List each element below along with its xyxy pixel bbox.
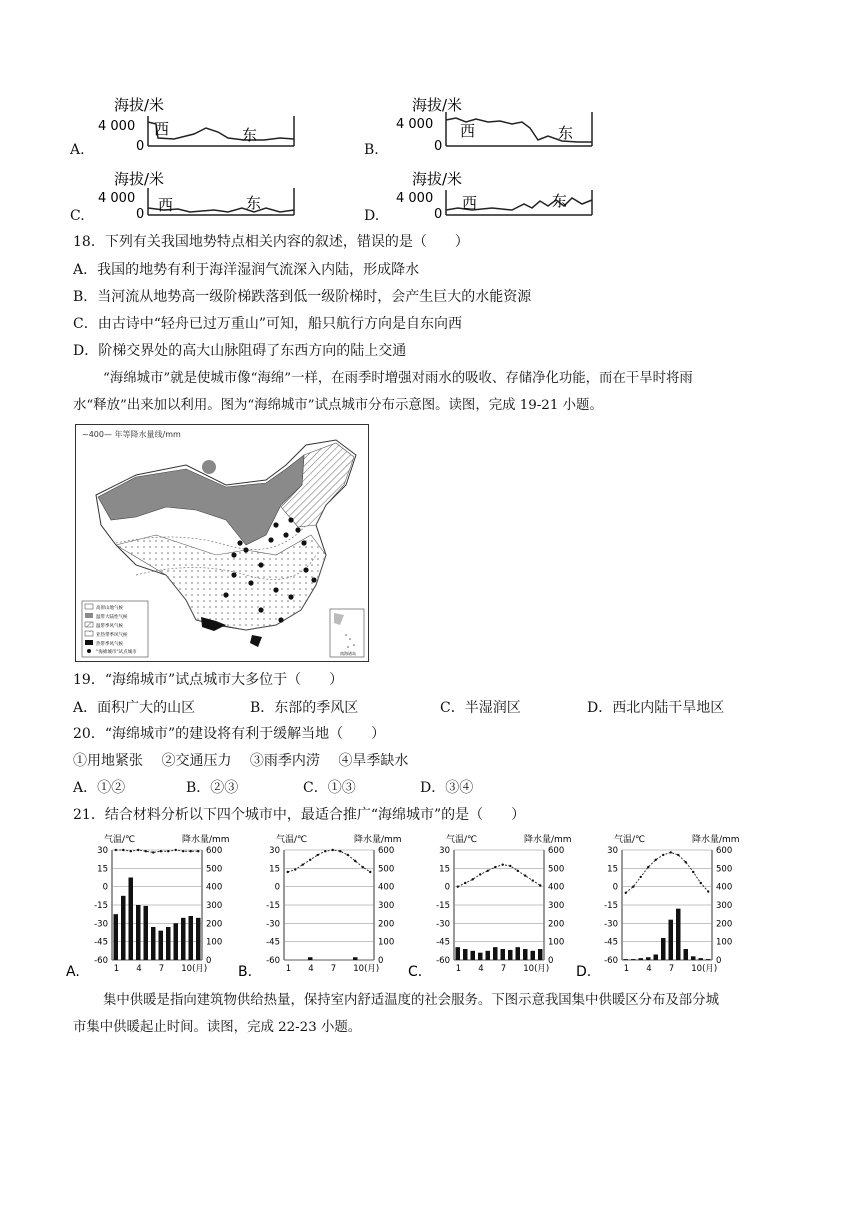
temp-tick-label: -45: [94, 937, 108, 948]
temp-tick-label: 30: [439, 846, 450, 856]
precip-tick-label: 300: [716, 901, 733, 911]
temp-tick-label: -60: [436, 956, 450, 966]
month-tick-label: 1: [113, 964, 120, 974]
month-tick-label: 1: [623, 964, 630, 974]
precip-bar: [516, 947, 521, 960]
y-tick-0: 0: [434, 207, 443, 222]
q20-option-c: C．①③: [303, 780, 356, 796]
precip-tick-label: 200: [206, 919, 223, 930]
precip-tick-label: 600: [716, 846, 733, 856]
precip-bar: [501, 949, 506, 960]
temp-tick-label: 0: [274, 882, 280, 893]
month-tick-label: 1: [285, 964, 292, 974]
precip-tick-label: 200: [378, 919, 395, 930]
isohyet-legend: ~400— 年等降水量线/mm: [82, 430, 181, 439]
temp-tick-label: -30: [266, 919, 280, 930]
chart-option-letter: C.: [408, 964, 423, 980]
month-tick-label: 7: [500, 964, 507, 974]
temperature-point: [625, 892, 627, 894]
passage-heating-line2: 市集中供暖起止时间。读图，完成 22-23 小题。: [73, 1020, 362, 1035]
temperature-line: [116, 850, 199, 852]
temperature-point: [362, 866, 364, 868]
q18-stem: 18．下列有关我国地势特点相关内容的叙述，错误的是（ ）: [73, 234, 469, 250]
temperature-point: [524, 874, 526, 876]
legend-item: 亚热带季风气候: [96, 633, 128, 638]
temperature-point: [677, 854, 679, 856]
precip-tick-label: 400: [378, 882, 395, 893]
precip-tick-label: 400: [206, 882, 223, 893]
precip-bar: [121, 896, 126, 960]
month-tick-label: 7: [668, 964, 675, 974]
precip-bar: [654, 955, 659, 961]
precip-bar: [456, 947, 461, 960]
temp-tick-label: 15: [97, 864, 108, 875]
precip-axis-title: 降水量/mm: [182, 835, 230, 845]
q19-option-b: B．东部的季风区: [250, 700, 359, 716]
q19-stem: 19．“海绵城市”试点城市大多位于（ ）: [73, 672, 344, 688]
legend-item: 高原山地气候: [96, 606, 123, 611]
q20-option-b: B．②③: [186, 780, 239, 796]
precip-bar: [129, 878, 134, 961]
east-label: 东: [246, 194, 262, 212]
east-label: 东: [242, 126, 258, 144]
month-tick-label: 10(月): [691, 964, 718, 974]
temperature-line: [458, 865, 541, 887]
terrain-profile-a: [94, 94, 314, 154]
precip-tick-label: 200: [548, 919, 565, 930]
precip-bar: [624, 959, 629, 960]
q18-option-d: D．阶梯交界处的高大山脉阻碍了东西方向的陆上交通: [73, 343, 407, 359]
terrain-profile-d: [392, 168, 612, 224]
precip-bar: [136, 905, 141, 960]
precip-bar: [699, 958, 704, 960]
precip-bar: [196, 918, 201, 960]
temperature-point: [122, 849, 124, 851]
precip-bar: [639, 958, 644, 960]
precip-bar: [508, 950, 513, 960]
temperature-point: [190, 850, 192, 852]
temperature-point: [707, 890, 709, 892]
precip-bar: [706, 959, 711, 960]
temperature-point: [197, 850, 199, 852]
temperature-point: [509, 865, 511, 867]
month-tick-label: 1: [455, 964, 462, 974]
q18-option-c: C．由古诗中“轻舟已过万重山”可知，船只航行方向是自东向西: [73, 316, 463, 332]
passage-heating-line1: 集中供暖是指向建筑物供给热量，保持室内舒适温度的社会服务。下图示意我国集中供暖区分布及部分城: [103, 993, 719, 1008]
option-letter: A.: [70, 142, 85, 158]
y-tick-4000: 4 000: [98, 119, 136, 134]
precip-tick-label: 0: [548, 956, 554, 966]
precip-bar: [166, 927, 171, 960]
temperature-point: [130, 850, 132, 852]
temperature-point: [332, 849, 334, 851]
temperature-point: [517, 870, 519, 872]
sponge-city-map: [75, 424, 369, 662]
west-label: 西: [462, 194, 478, 212]
temp-tick-label: -45: [604, 937, 618, 948]
temperature-point: [472, 878, 474, 880]
temperature-point: [354, 860, 356, 862]
temperature-point: [502, 863, 504, 865]
temperature-point: [309, 859, 311, 861]
q19-option-a: A．面积广大的山区: [73, 700, 196, 716]
temperature-point: [692, 871, 694, 873]
precip-tick-label: 300: [548, 901, 565, 911]
option-letter: B.: [364, 142, 379, 158]
precip-bar: [691, 956, 696, 960]
terrain-profile-c: [94, 168, 314, 224]
precip-bar: [174, 923, 179, 960]
precip-tick-label: 100: [378, 937, 395, 948]
precip-bar: [353, 957, 358, 960]
temp-tick-label: 30: [269, 846, 280, 856]
temp-tick-label: -15: [266, 901, 280, 911]
precip-tick-label: 300: [206, 901, 223, 911]
temperature-point: [152, 851, 154, 853]
temperature-point: [532, 879, 534, 881]
temperature-point: [670, 851, 672, 853]
month-tick-label: 10(月): [353, 964, 380, 974]
temp-tick-label: 15: [439, 864, 450, 875]
temp-tick-label: 15: [269, 864, 280, 875]
precip-axis-title: 降水量/mm: [692, 835, 740, 845]
precip-axis-title: 降水量/mm: [354, 835, 402, 845]
passage-sponge-city-line1: “海绵城市”就是使城市像“海绵”一样，在雨季时增强对雨水的吸收、存储净化功能，而在干旱时将雨: [103, 371, 693, 386]
legend-item: 温带大陆性气候: [96, 615, 128, 620]
precip-bar: [631, 959, 636, 960]
temp-axis-title: 气温/℃: [104, 835, 136, 845]
temperature-point: [487, 870, 489, 872]
chart-option-letter: D.: [576, 964, 592, 980]
month-tick-label: 4: [478, 964, 484, 974]
hainan-island: [250, 635, 262, 647]
precip-bar: [646, 957, 651, 960]
y-axis-title: 海拔/米: [114, 96, 165, 114]
precip-bar: [159, 931, 164, 960]
month-tick-label: 4: [646, 964, 652, 974]
temperature-point: [539, 884, 541, 886]
temp-tick-label: -15: [604, 901, 618, 911]
temperature-line: [288, 850, 371, 872]
precip-bar: [151, 927, 156, 960]
option-letter: C.: [70, 208, 85, 224]
precip-bar: [523, 949, 528, 960]
precip-axis-title: 降水量/mm: [524, 835, 572, 845]
inset-label: 南海诸岛: [340, 651, 356, 656]
chart-option-letter: B.: [238, 964, 253, 980]
temperature-point: [647, 866, 649, 868]
q18-option-a: A．我国的地势有利于海洋湿润气流深入内陆，形成降水: [73, 262, 420, 278]
precip-tick-label: 600: [206, 846, 223, 856]
precip-bar: [471, 951, 476, 960]
precip-tick-label: 600: [548, 846, 565, 856]
chart-option-letter: A.: [66, 964, 80, 980]
precip-bar: [493, 947, 498, 960]
temperature-point: [655, 859, 657, 861]
precip-bar: [181, 918, 186, 960]
q20-items: ①用地紧张 ②交通压力 ③雨季内涝 ④旱季缺水: [73, 753, 409, 769]
month-tick-label: 4: [136, 964, 142, 974]
precip-bar: [114, 914, 119, 960]
q19-option-c: C．半湿润区: [440, 700, 521, 716]
precip-bar: [189, 916, 194, 960]
y-tick-4000: 4 000: [98, 191, 136, 206]
q20-stem: 20．“海绵城市”的建设将有利于缓解当地（ ）: [73, 726, 386, 742]
legend-item: 温带季风气候: [96, 624, 123, 629]
temp-tick-label: -30: [436, 919, 450, 930]
y-tick-0: 0: [434, 139, 443, 154]
temperature-point: [302, 863, 304, 865]
china-climate-map: [76, 425, 368, 661]
y-axis-title: 海拔/米: [412, 170, 463, 188]
east-label: 东: [558, 124, 574, 142]
precip-tick-label: 500: [548, 864, 565, 875]
legend-item: “海绵城市”试点城市: [96, 650, 137, 655]
temperature-point: [145, 850, 147, 852]
temperature-point: [464, 882, 466, 884]
temp-tick-label: -15: [436, 901, 450, 911]
precip-bar: [478, 953, 483, 960]
precip-bar: [538, 949, 543, 960]
west-label: 西: [460, 122, 476, 140]
y-tick-4000: 4 000: [396, 117, 434, 132]
precip-tick-label: 300: [378, 901, 395, 911]
temp-axis-title: 气温/℃: [276, 835, 308, 845]
west-label: 西: [154, 120, 170, 138]
temperature-point: [494, 866, 496, 868]
temperature-point: [457, 885, 459, 887]
y-axis-title: 海拔/米: [114, 170, 165, 188]
temperature-point: [287, 871, 289, 873]
precip-tick-label: 500: [378, 864, 395, 875]
precip-tick-label: 0: [716, 956, 722, 966]
precip-tick-label: 500: [716, 864, 733, 875]
temperature-point: [160, 850, 162, 852]
passage-sponge-city-line2: 水“释放”出来加以利用。图为“海绵城市”试点城市分布示意图。读图，完成 19-21 小题。: [73, 398, 603, 413]
precip-bar: [463, 949, 468, 960]
temperature-point: [137, 849, 139, 851]
q18-option-b: B．当河流从地势高一级阶梯跌落到低一级阶梯时，会产生巨大的水能资源: [73, 289, 532, 305]
temperature-point: [700, 882, 702, 884]
temp-tick-label: 0: [102, 882, 108, 893]
west-label: 西: [158, 196, 174, 214]
profile-option-b: [364, 94, 614, 164]
mongolia-marker: [202, 460, 216, 474]
temperature-point: [294, 868, 296, 870]
temp-tick-label: -60: [604, 956, 618, 966]
temperature-point: [369, 871, 371, 873]
temperature-point: [640, 876, 642, 878]
temperature-point: [182, 850, 184, 852]
temperature-point: [347, 854, 349, 856]
precip-tick-label: 500: [206, 864, 223, 875]
temperature-point: [175, 849, 177, 851]
temp-tick-label: 30: [607, 846, 618, 856]
precip-tick-label: 400: [716, 882, 733, 893]
month-tick-label: 10(月): [523, 964, 550, 974]
precip-tick-label: 0: [206, 956, 212, 966]
temperature-point: [317, 854, 319, 856]
month-tick-label: 4: [308, 964, 314, 974]
q19-option-d: D．西北内陆干旱地区: [587, 700, 725, 716]
profile-option-a: [64, 94, 314, 164]
temperature-point: [115, 849, 117, 851]
month-tick-label: 10(月): [181, 964, 208, 974]
precip-bar: [308, 957, 313, 960]
temp-tick-label: 0: [612, 882, 618, 893]
temperature-point: [662, 854, 664, 856]
precip-tick-label: 600: [378, 846, 395, 856]
temp-tick-label: 0: [444, 882, 450, 893]
temperature-point: [167, 850, 169, 852]
terrain-profile-b: [392, 94, 612, 154]
temp-tick-label: -45: [266, 937, 280, 948]
profile-option-c: [64, 168, 314, 228]
precip-bar: [669, 920, 674, 960]
precip-bar: [531, 951, 536, 960]
temp-tick-label: -60: [94, 956, 108, 966]
temp-tick-label: 15: [607, 864, 618, 875]
temp-tick-label: -15: [94, 901, 108, 911]
temp-tick-label: -45: [436, 937, 450, 948]
precip-tick-label: 100: [716, 937, 733, 948]
y-axis-title: 海拔/米: [412, 96, 463, 114]
y-tick-0: 0: [136, 207, 145, 222]
legend-item: 热带季风气候: [96, 642, 123, 647]
precip-bar: [661, 938, 666, 960]
temp-tick-label: -30: [604, 919, 618, 930]
temperature-point: [479, 873, 481, 875]
temp-axis-title: 气温/℃: [446, 835, 478, 845]
precip-tick-label: 200: [716, 919, 733, 930]
y-tick-0: 0: [136, 139, 145, 154]
month-tick-label: 7: [158, 964, 165, 974]
temperature-point: [339, 850, 341, 852]
precip-bar: [144, 906, 149, 960]
temp-axis-title: 气温/℃: [614, 835, 646, 845]
temp-tick-label: -30: [94, 919, 108, 930]
q20-option-a: A．①②: [73, 780, 126, 796]
precip-tick-label: 400: [548, 882, 565, 893]
precip-bar: [486, 951, 491, 960]
east-label: 东: [552, 192, 568, 210]
climate-charts: [62, 830, 762, 982]
precip-tick-label: 100: [206, 937, 223, 948]
temperature-point: [632, 885, 634, 887]
q21-stem: 21．结合材料分析以下四个城市中，最适合推广“海绵城市”的是（ ）: [73, 807, 526, 823]
profile-option-d: [364, 168, 614, 228]
option-letter: D.: [364, 208, 380, 224]
q20-option-d: D．③④: [420, 780, 474, 796]
month-tick-label: 7: [330, 964, 337, 974]
temperature-point: [685, 861, 687, 863]
y-tick-4000: 4 000: [396, 191, 434, 206]
temp-tick-label: 30: [97, 846, 108, 856]
temperature-point: [324, 850, 326, 852]
climate-charts-svg: [62, 830, 762, 982]
precip-tick-label: 0: [378, 956, 384, 966]
precip-bar: [676, 909, 681, 960]
precip-tick-label: 100: [548, 937, 565, 948]
temp-tick-label: -60: [266, 956, 280, 966]
precip-bar: [684, 949, 689, 960]
